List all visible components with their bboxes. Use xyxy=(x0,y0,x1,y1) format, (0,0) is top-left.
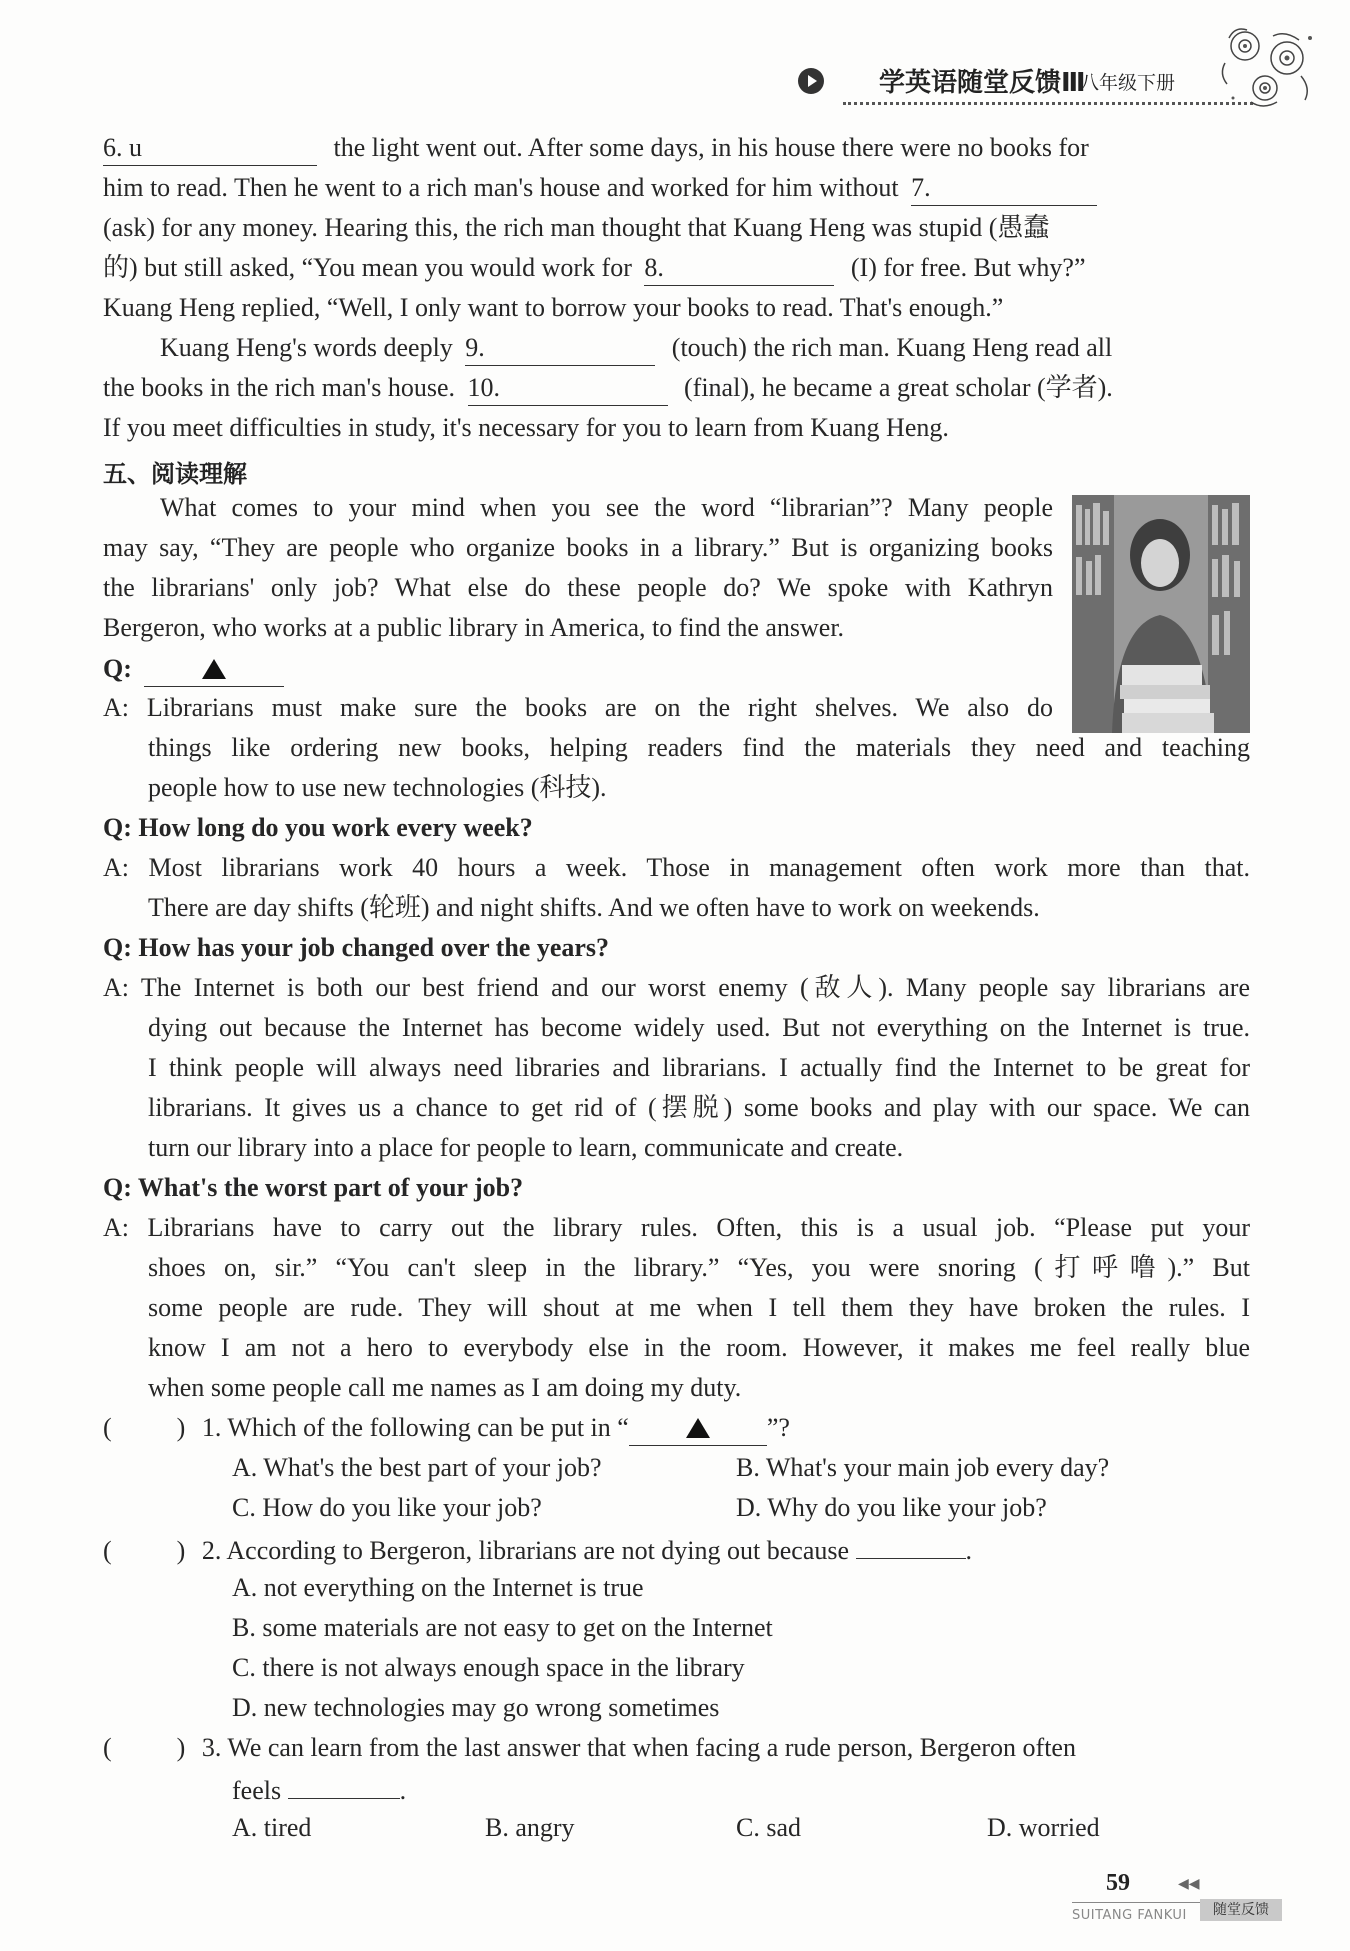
answer-2-line-2: There are day shifts (轮班) and night shifts. And we often have to work on weekends. xyxy=(148,893,1040,922)
answer-paren-close: ) xyxy=(176,1536,186,1565)
answer-4-line-2: shoes on, sir.” “You can't sleep in the library.” “Yes, you were snoring (打呼噜).” But xyxy=(148,1253,1250,1282)
option-1b[interactable]: B. What's your main job every day? xyxy=(736,1453,1110,1482)
answer-3-line-4: librarians. It gives us a chance to get rid of (摆脱) some books and play with our space. We can xyxy=(148,1093,1250,1122)
footer-subtitle: SUITANG FANKUI xyxy=(1072,1908,1187,1923)
double-arrow-icon: ◀◀ xyxy=(1178,1876,1200,1892)
question-4: Q: What's the worst part of your job? xyxy=(103,1173,524,1202)
blank-8[interactable]: 8. xyxy=(644,251,834,286)
flower-decoration-icon xyxy=(1215,18,1325,113)
cloze-line-7 xyxy=(103,171,1097,206)
header-divider xyxy=(843,102,1253,105)
answer-paren-open: ( xyxy=(103,1733,112,1762)
mc-question-2 xyxy=(103,1531,972,1568)
cloze-line-9 xyxy=(103,251,1085,286)
mc-question-1 xyxy=(103,1411,790,1446)
cloze-line-8: (ask) for any money. Hearing this, the rich man thought that Kuang Heng was stupid (愚蠢 xyxy=(103,213,1050,242)
option-2a[interactable]: A. not everything on the Internet is true xyxy=(232,1573,644,1602)
blank-10[interactable]: 10. xyxy=(468,371,668,406)
question-stem-end: . xyxy=(965,1536,973,1565)
page-header xyxy=(795,60,1255,110)
answer-3-line-2: dying out because the Internet has become widely used. But not everything on the Internet is true. xyxy=(148,1013,1250,1042)
option-3b[interactable]: B. angry xyxy=(485,1813,575,1842)
intro-line-1: What comes to your mind when you see the word “librarian”? Many people xyxy=(160,493,1053,522)
option-1c[interactable]: C. How do you like your job? xyxy=(232,1493,542,1522)
blank-9[interactable]: 9. xyxy=(465,331,655,366)
answer-4-line-1: A: Librarians have to carry out the library rules. Often, this is a usual job. “Please put your xyxy=(103,1213,1250,1242)
cloze-text: (I) for free. But why?” xyxy=(850,253,1086,282)
option-1a[interactable]: A. What's the best part of your job? xyxy=(232,1453,602,1482)
blank-6[interactable]: 6. u xyxy=(103,131,317,166)
option-3a[interactable]: A. tired xyxy=(232,1813,312,1842)
answer-2-line-1: A: Most librarians work 40 hours a week. Those in management often work more than that. xyxy=(103,853,1250,882)
triangle-icon xyxy=(686,1418,710,1438)
cloze-line-13: If you meet difficulties in study, it's necessary for you to learn from Kuang Heng. xyxy=(103,413,949,442)
question-stem: feels xyxy=(232,1776,282,1805)
question-1-label xyxy=(103,652,284,687)
cloze-text: (final), he became a great scholar (学者). xyxy=(684,373,1113,402)
question-stem: 1. Which of the following can be put in “ xyxy=(201,1413,629,1442)
option-3d[interactable]: D. worried xyxy=(987,1813,1100,1842)
cloze-text: him to read. Then he went to a rich man's house and worked for him without xyxy=(103,173,899,202)
question-stem-end: . xyxy=(399,1776,407,1805)
option-3c[interactable]: C. sad xyxy=(736,1813,801,1842)
option-2b[interactable]: B. some materials are not easy to get on the Internet xyxy=(232,1613,773,1642)
cloze-line-12 xyxy=(103,371,1113,406)
answer-1-line-1: A: Librarians must make sure the books are on the right shelves. We also do xyxy=(103,693,1053,722)
answer-1-line-2: things like ordering new books, helping readers find the materials they need and teaching xyxy=(148,733,1250,762)
option-1d[interactable]: D. Why do you like your job? xyxy=(736,1493,1047,1522)
cloze-line-10: Kuang Heng replied, “Well, I only want to borrow your books to read. That's enough.” xyxy=(103,293,1004,322)
cloze-text: 的) but still asked, “You mean you would work for xyxy=(103,253,632,282)
answer-3-line-5: turn our library into a place for people to learn, communicate and create. xyxy=(148,1133,904,1162)
answer-paren-open: ( xyxy=(103,1536,112,1565)
cloze-text: the light went out. After some days, in his house there were no books for xyxy=(333,133,1089,162)
intro-line-2: may say, “They are people who organize books in a library.” But is organizing books xyxy=(103,533,1053,562)
answer-4-line-3: some people are rude. They will shout at me when I tell them they have broken the rules. I xyxy=(148,1293,1250,1322)
play-icon xyxy=(798,68,824,94)
book-brand: 学英语随堂反馈Ⅲ xyxy=(879,68,1086,98)
question-2: Q: How long do you work every week? xyxy=(103,813,533,842)
cloze-text: (touch) the rich man. Kuang Heng read all xyxy=(671,333,1113,362)
answer-paren-open: ( xyxy=(103,1413,112,1442)
cloze-text: Kuang Heng's words deeply xyxy=(160,333,453,362)
answer-4-line-5: when some people call me names as I am doing my duty. xyxy=(148,1373,742,1402)
answer-4-line-4: know I am not a hero to everybody else in the room. However, it makes me feel really blue xyxy=(148,1333,1250,1362)
answer-3-line-1: A: The Internet is both our best friend and our worst enemy (敌人). Many people say librarians are xyxy=(103,973,1250,1002)
blank-7[interactable]: 7. xyxy=(911,171,1097,206)
option-2c[interactable]: C. there is not always enough space in the library xyxy=(232,1653,745,1682)
option-2d[interactable]: D. new technologies may go wrong sometimes xyxy=(232,1693,720,1722)
footer-divider xyxy=(1072,1902,1202,1903)
question-stem: 3. We can learn from the last answer that when facing a rude person, Bergeron often xyxy=(201,1733,1076,1762)
section-title: 五、阅读理解 xyxy=(103,460,247,488)
cloze-text: the books in the rich man's house. xyxy=(103,373,456,402)
question-blank[interactable] xyxy=(144,652,284,687)
question-blank xyxy=(629,1411,767,1446)
answer-paren-close: ) xyxy=(176,1413,186,1442)
book-grade: 八年级下册 xyxy=(1080,72,1176,94)
mc-question-3 xyxy=(103,1731,1076,1765)
mc-question-3-cont xyxy=(232,1771,406,1808)
question-blank xyxy=(856,1531,966,1559)
page-number: 59 xyxy=(1106,1870,1130,1896)
cloze-line-11 xyxy=(160,331,1112,366)
question-3: Q: How has your job changed over the years? xyxy=(103,933,610,962)
answer-3-line-3: I think people will always need libraries and librarians. I actually find the Internet to be great for xyxy=(148,1053,1250,1082)
intro-line-4: Bergeron, who works at a public library in America, to find the answer. xyxy=(103,613,845,642)
q-label: Q: xyxy=(103,654,132,683)
question-stem: 2. According to Bergeron, librarians are not dying out because xyxy=(201,1536,850,1565)
triangle-icon xyxy=(202,659,226,679)
question-stem-end: ”? xyxy=(766,1413,790,1442)
answer-1-line-3: people how to use new technologies (科技). xyxy=(148,773,607,802)
answer-paren-close: ) xyxy=(176,1733,186,1762)
question-blank xyxy=(288,1771,400,1799)
footer-tag: 随堂反馈 xyxy=(1200,1899,1282,1921)
intro-line-3: the librarians' only job? What else do these people do? We spoke with Kathryn xyxy=(103,573,1053,602)
cloze-line-6 xyxy=(103,131,1250,166)
librarian-photo xyxy=(1072,495,1250,733)
